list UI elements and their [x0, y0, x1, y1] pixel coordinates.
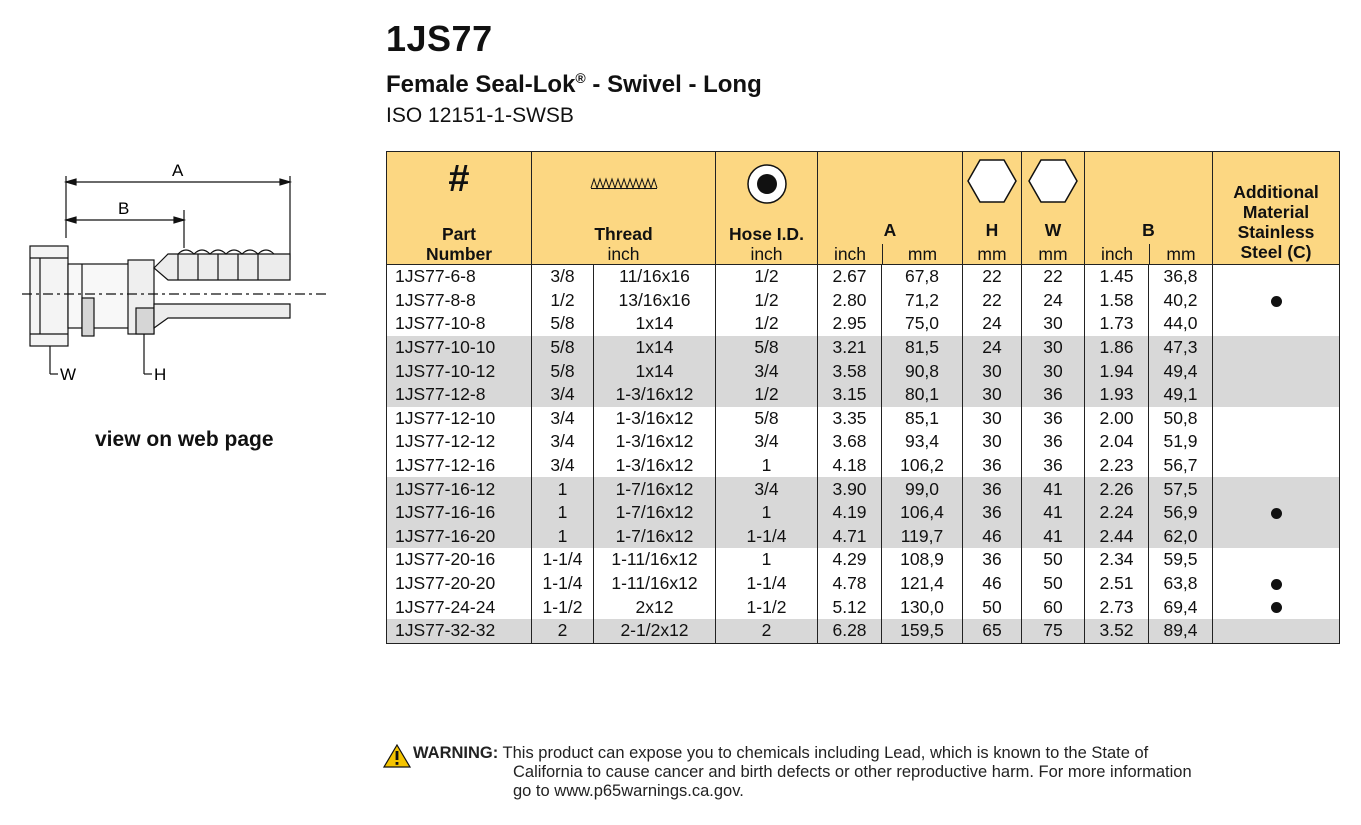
cell-thread: 2-1/2x12 — [594, 619, 716, 643]
header-h-label: H — [985, 220, 999, 240]
cell-size: 5/8 — [532, 312, 594, 336]
header-h-mm: mm — [977, 244, 1007, 264]
dimension-w-label: W — [60, 365, 77, 384]
cell-hose: 1/2 — [716, 383, 818, 407]
header-a-inch: inch — [818, 244, 883, 264]
header-additional-1: Additional — [1233, 182, 1319, 202]
header-thread-label: Thread — [594, 224, 653, 244]
cell-size: 3/8 — [532, 265, 594, 289]
header-part-number — [387, 152, 532, 265]
cell-b-in: 1.94 — [1085, 359, 1149, 383]
cell-stainless — [1213, 501, 1340, 525]
dimension-b-label: B — [118, 199, 130, 218]
hash-symbol: # — [448, 158, 470, 200]
cell-stainless — [1213, 336, 1340, 360]
cell-thread: 13/16x16 — [594, 289, 716, 313]
cell-a-mm: 85,1 — [882, 407, 963, 431]
cell-b-in: 2.24 — [1085, 501, 1149, 525]
cell-hose: 1 — [716, 454, 818, 478]
cell-stainless — [1213, 595, 1340, 619]
cell-stainless — [1213, 289, 1340, 313]
warning-line-2: California to cause cancer and birth defects or other reproductive harm. For more information — [513, 763, 1192, 781]
cell-thread: 1-7/16x12 — [594, 525, 716, 549]
cell-h: 36 — [963, 501, 1022, 525]
product-subtitle — [386, 70, 762, 99]
cell-stainless — [1213, 572, 1340, 596]
cell-stainless — [1213, 359, 1340, 383]
warning-line-1: This product can expose you to chemicals including Lead, which is known to the State of — [498, 744, 1149, 762]
cell-b-in: 2.34 — [1085, 548, 1149, 572]
cell-hose: 1/2 — [716, 265, 818, 289]
cell-hose: 3/4 — [716, 477, 818, 501]
cell-part: 1JS77-24-24 — [387, 595, 532, 619]
cell-b-mm: 63,8 — [1149, 572, 1213, 596]
cell-part: 1JS77-12-12 — [387, 430, 532, 454]
cell-a-mm: 106,2 — [882, 454, 963, 478]
cell-thread: 1-3/16x12 — [594, 407, 716, 431]
cell-a-mm: 159,5 — [882, 619, 963, 643]
cell-size: 2 — [532, 619, 594, 643]
cell-size: 1-1/2 — [532, 595, 594, 619]
cell-size: 3/4 — [532, 407, 594, 431]
cell-b-mm: 36,8 — [1149, 265, 1213, 289]
stainless-available-dot — [1271, 508, 1282, 519]
cell-h: 22 — [963, 265, 1022, 289]
header-a-mm: mm — [907, 244, 938, 264]
cell-b-in: 1.45 — [1085, 265, 1149, 289]
cell-w: 50 — [1022, 572, 1085, 596]
cell-hose: 1-1/2 — [716, 595, 818, 619]
cell-a-mm: 108,9 — [882, 548, 963, 572]
cell-w: 30 — [1022, 312, 1085, 336]
hose-icon — [745, 162, 789, 206]
cell-h: 46 — [963, 525, 1022, 549]
cell-w: 36 — [1022, 454, 1085, 478]
cell-b-mm: 69,4 — [1149, 595, 1213, 619]
cell-h: 30 — [963, 359, 1022, 383]
spec-table-body — [387, 265, 1340, 644]
cell-part: 1JS77-16-12 — [387, 477, 532, 501]
cell-hose: 5/8 — [716, 336, 818, 360]
cell-thread: 11/16x16 — [594, 265, 716, 289]
table-row — [387, 477, 1340, 501]
cell-w: 41 — [1022, 525, 1085, 549]
table-row — [387, 265, 1340, 289]
stainless-available-dot — [1271, 602, 1282, 613]
product-code: 1JS77 — [386, 18, 493, 59]
header-thread — [532, 152, 716, 265]
cell-b-in: 2.51 — [1085, 572, 1149, 596]
cell-w: 22 — [1022, 265, 1085, 289]
header-a — [818, 152, 963, 265]
header-thread-unit: inch — [607, 244, 640, 264]
cell-thread: 1-3/16x12 — [594, 454, 716, 478]
cell-a-in: 4.29 — [818, 548, 882, 572]
cell-w: 30 — [1022, 336, 1085, 360]
table-row — [387, 336, 1340, 360]
cell-h: 30 — [963, 407, 1022, 431]
fitting-diagram — [18, 158, 338, 388]
cell-w: 41 — [1022, 501, 1085, 525]
hex-h-icon — [966, 158, 1018, 204]
cell-b-mm: 57,5 — [1149, 477, 1213, 501]
header-additional-2: Material — [1242, 202, 1310, 222]
cell-w: 36 — [1022, 383, 1085, 407]
stainless-available-dot — [1271, 296, 1282, 307]
cell-hose: 1 — [716, 548, 818, 572]
cell-stainless — [1213, 477, 1340, 501]
cell-a-mm: 75,0 — [882, 312, 963, 336]
subtitle-main: Female Seal-Lok — [386, 71, 576, 98]
cell-h: 65 — [963, 619, 1022, 643]
view-on-web-page-link[interactable]: view on web page — [95, 428, 274, 451]
cell-thread: 1-3/16x12 — [594, 383, 716, 407]
cell-w: 36 — [1022, 430, 1085, 454]
cell-stainless — [1213, 525, 1340, 549]
cell-hose: 5/8 — [716, 407, 818, 431]
cell-w: 24 — [1022, 289, 1085, 313]
cell-w: 75 — [1022, 619, 1085, 643]
dimension-h-label: H — [154, 365, 167, 384]
cell-part: 1JS77-8-8 — [387, 289, 532, 313]
cell-size: 5/8 — [532, 336, 594, 360]
cell-b-mm: 40,2 — [1149, 289, 1213, 313]
table-row — [387, 289, 1340, 313]
cell-b-mm: 56,9 — [1149, 501, 1213, 525]
header-w — [1022, 152, 1085, 265]
cell-part: 1JS77-12-10 — [387, 407, 532, 431]
cell-b-mm: 50,8 — [1149, 407, 1213, 431]
table-row — [387, 525, 1340, 549]
cell-a-in: 4.18 — [818, 454, 882, 478]
cell-b-mm: 62,0 — [1149, 525, 1213, 549]
cell-a-mm: 67,8 — [882, 265, 963, 289]
cell-thread: 1x14 — [594, 359, 716, 383]
cell-a-in: 3.68 — [818, 430, 882, 454]
cell-a-mm: 121,4 — [882, 572, 963, 596]
header-additional-3: Stainless — [1237, 222, 1315, 242]
cell-a-in: 2.67 — [818, 265, 882, 289]
cell-b-mm: 89,4 — [1149, 619, 1213, 643]
cell-a-mm: 81,5 — [882, 336, 963, 360]
header-b-mm: mm — [1166, 244, 1196, 264]
header-b — [1085, 152, 1213, 265]
header-number-label: Number — [425, 244, 493, 264]
header-a-label: A — [883, 220, 897, 240]
cell-part: 1JS77-10-12 — [387, 359, 532, 383]
cell-hose: 1 — [716, 501, 818, 525]
cell-thread: 1-7/16x12 — [594, 501, 716, 525]
cell-a-in: 3.90 — [818, 477, 882, 501]
cell-b-in: 2.23 — [1085, 454, 1149, 478]
cell-stainless — [1213, 619, 1340, 643]
cell-h: 24 — [963, 312, 1022, 336]
thread-icon — [589, 176, 659, 190]
cell-a-mm: 71,2 — [882, 289, 963, 313]
cell-thread: 1-11/16x12 — [594, 548, 716, 572]
cell-b-mm: 49,4 — [1149, 359, 1213, 383]
cell-a-in: 2.95 — [818, 312, 882, 336]
table-row — [387, 501, 1340, 525]
header-b-label: B — [1142, 220, 1155, 240]
cell-size: 1-1/4 — [532, 548, 594, 572]
cell-a-mm: 80,1 — [882, 383, 963, 407]
cell-a-in: 4.71 — [818, 525, 882, 549]
cell-a-mm: 99,0 — [882, 477, 963, 501]
cell-b-in: 1.93 — [1085, 383, 1149, 407]
cell-part: 1JS77-6-8 — [387, 265, 532, 289]
cell-a-in: 3.15 — [818, 383, 882, 407]
cell-size: 1-1/4 — [532, 572, 594, 596]
cell-thread: 1-7/16x12 — [594, 477, 716, 501]
cell-w: 60 — [1022, 595, 1085, 619]
cell-a-mm: 93,4 — [882, 430, 963, 454]
cell-h: 50 — [963, 595, 1022, 619]
table-row — [387, 430, 1340, 454]
cell-part: 1JS77-12-16 — [387, 454, 532, 478]
table-row — [387, 619, 1340, 643]
spec-table — [386, 151, 1340, 644]
registered-mark: ® — [575, 70, 586, 86]
cell-b-mm: 56,7 — [1149, 454, 1213, 478]
table-row — [387, 572, 1340, 596]
cell-part: 1JS77-12-8 — [387, 383, 532, 407]
cell-b-in: 2.04 — [1085, 430, 1149, 454]
cell-b-in: 2.73 — [1085, 595, 1149, 619]
cell-b-mm: 44,0 — [1149, 312, 1213, 336]
table-row — [387, 359, 1340, 383]
warning-label: WARNING: — [413, 744, 499, 762]
cell-b-mm: 47,3 — [1149, 336, 1213, 360]
cell-a-in: 4.19 — [818, 501, 882, 525]
cell-b-in: 2.26 — [1085, 477, 1149, 501]
cell-thread: 1x14 — [594, 312, 716, 336]
cell-w: 50 — [1022, 548, 1085, 572]
cell-size: 1/2 — [532, 289, 594, 313]
header-hose-label: Hose I.D. — [729, 224, 804, 244]
cell-w: 41 — [1022, 477, 1085, 501]
cell-a-in: 3.21 — [818, 336, 882, 360]
subtitle-rest: - Swivel - Long — [585, 71, 762, 98]
cell-hose: 1/2 — [716, 289, 818, 313]
cell-size: 5/8 — [532, 359, 594, 383]
cell-a-in: 2.80 — [818, 289, 882, 313]
cell-thread: 1x14 — [594, 336, 716, 360]
cell-hose: 1-1/4 — [716, 525, 818, 549]
cell-part: 1JS77-10-8 — [387, 312, 532, 336]
cell-a-mm: 106,4 — [882, 501, 963, 525]
cell-stainless — [1213, 265, 1340, 289]
warning-line-3: go to www.p65warnings.ca.gov. — [513, 782, 744, 800]
cell-b-in: 1.73 — [1085, 312, 1149, 336]
cell-a-mm: 90,8 — [882, 359, 963, 383]
header-w-mm: mm — [1038, 244, 1068, 264]
cell-a-mm: 119,7 — [882, 525, 963, 549]
cell-b-in: 2.00 — [1085, 407, 1149, 431]
cell-h: 36 — [963, 477, 1022, 501]
cell-size: 1 — [532, 501, 594, 525]
cell-h: 36 — [963, 548, 1022, 572]
cell-stainless — [1213, 548, 1340, 572]
cell-stainless — [1213, 407, 1340, 431]
table-row — [387, 383, 1340, 407]
header-w-label: W — [1044, 220, 1062, 240]
table-row — [387, 548, 1340, 572]
table-row — [387, 454, 1340, 478]
cell-part: 1JS77-32-32 — [387, 619, 532, 643]
header-hose-id — [716, 152, 818, 265]
table-row — [387, 595, 1340, 619]
cell-a-mm: 130,0 — [882, 595, 963, 619]
cell-h: 24 — [963, 336, 1022, 360]
cell-stainless — [1213, 430, 1340, 454]
cell-thread: 2x12 — [594, 595, 716, 619]
header-additional-material — [1213, 152, 1340, 265]
header-additional-4: Steel (C) — [1240, 242, 1312, 262]
cell-stainless — [1213, 454, 1340, 478]
cell-h: 22 — [963, 289, 1022, 313]
cell-size: 3/4 — [532, 430, 594, 454]
cell-thread: 1-11/16x12 — [594, 572, 716, 596]
header-h — [963, 152, 1022, 265]
hex-w-icon — [1027, 158, 1079, 204]
cell-b-in: 3.52 — [1085, 619, 1149, 643]
header-hose-unit: inch — [750, 244, 783, 264]
cell-part: 1JS77-20-20 — [387, 572, 532, 596]
table-row — [387, 407, 1340, 431]
cell-hose: 3/4 — [716, 359, 818, 383]
cell-b-mm: 59,5 — [1149, 548, 1213, 572]
cell-thread: 1-3/16x12 — [594, 430, 716, 454]
cell-b-mm: 49,1 — [1149, 383, 1213, 407]
dimension-a-label: A — [172, 161, 184, 180]
cell-size: 1 — [532, 525, 594, 549]
cell-size: 1 — [532, 477, 594, 501]
cell-part: 1JS77-10-10 — [387, 336, 532, 360]
cell-a-in: 4.78 — [818, 572, 882, 596]
cell-h: 30 — [963, 430, 1022, 454]
cell-hose: 3/4 — [716, 430, 818, 454]
cell-h: 46 — [963, 572, 1022, 596]
warning-icon — [383, 744, 411, 768]
cell-a-in: 3.58 — [818, 359, 882, 383]
stainless-available-dot — [1271, 579, 1282, 590]
cell-a-in: 5.12 — [818, 595, 882, 619]
cell-stainless — [1213, 312, 1340, 336]
cell-b-mm: 51,9 — [1149, 430, 1213, 454]
cell-size: 3/4 — [532, 383, 594, 407]
cell-part: 1JS77-16-16 — [387, 501, 532, 525]
cell-b-in: 2.44 — [1085, 525, 1149, 549]
cell-a-in: 3.35 — [818, 407, 882, 431]
cell-w: 30 — [1022, 359, 1085, 383]
cell-part: 1JS77-20-16 — [387, 548, 532, 572]
cell-b-in: 1.86 — [1085, 336, 1149, 360]
cell-hose: 2 — [716, 619, 818, 643]
cell-size: 3/4 — [532, 454, 594, 478]
table-row — [387, 312, 1340, 336]
iso-standard: ISO 12151-1-SWSB — [386, 104, 574, 127]
cell-a-in: 6.28 — [818, 619, 882, 643]
cell-stainless — [1213, 383, 1340, 407]
cell-b-in: 1.58 — [1085, 289, 1149, 313]
cell-hose: 1-1/4 — [716, 572, 818, 596]
cell-part: 1JS77-16-20 — [387, 525, 532, 549]
header-part-label: Part — [441, 224, 477, 244]
header-b-inch: inch — [1085, 244, 1150, 264]
cell-w: 36 — [1022, 407, 1085, 431]
cell-hose: 1/2 — [716, 312, 818, 336]
cell-h: 30 — [963, 383, 1022, 407]
cell-h: 36 — [963, 454, 1022, 478]
